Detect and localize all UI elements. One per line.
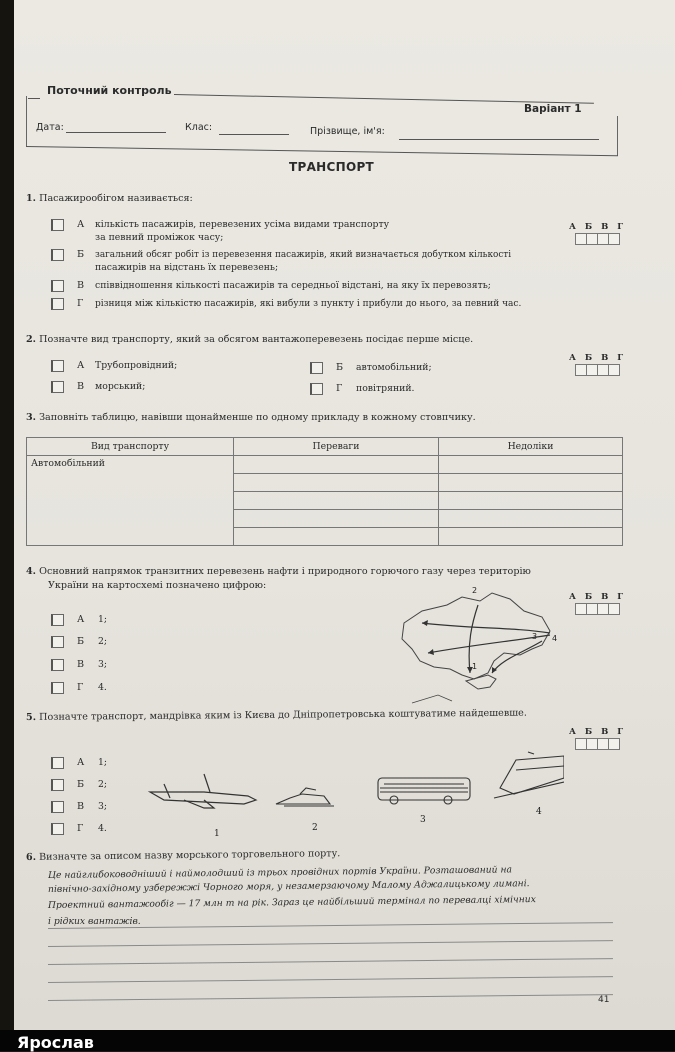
q5-option-c-checkbox[interactable] bbox=[51, 801, 64, 813]
q2-option-a-checkbox[interactable] bbox=[51, 360, 64, 372]
q2-option-b-text: автомобільний; bbox=[356, 362, 432, 373]
table-cell[interactable] bbox=[234, 474, 439, 492]
q1-option-c-letter: В bbox=[77, 280, 85, 291]
q2-option-a-text: Трубопровідний; bbox=[95, 360, 178, 371]
table-row bbox=[27, 456, 623, 474]
header-title: Поточний контроль bbox=[47, 84, 172, 97]
q4-option-a-checkbox[interactable] bbox=[51, 614, 64, 626]
q4-option-c-letter: В bbox=[77, 659, 85, 670]
date-field[interactable] bbox=[66, 132, 166, 133]
crimea-outline bbox=[466, 675, 496, 689]
topic-title: ТРАНСПОРТ bbox=[289, 160, 375, 174]
q4-option-c-checkbox[interactable] bbox=[51, 659, 64, 671]
q6-number: 6. bbox=[25, 851, 37, 863]
table-cell[interactable] bbox=[439, 456, 623, 474]
q1-option-d-checkbox[interactable] bbox=[51, 298, 64, 310]
image-label: 2 bbox=[312, 823, 318, 833]
table-cell-transport: Автомобільний bbox=[27, 456, 234, 546]
table-cell[interactable] bbox=[439, 474, 623, 492]
q4-option-a-text: 1; bbox=[98, 614, 108, 625]
q1-option-b-checkbox[interactable] bbox=[51, 249, 64, 261]
image-label: 1 bbox=[214, 829, 220, 839]
caption-bar bbox=[0, 1030, 675, 1051]
table-cell[interactable] bbox=[234, 456, 439, 474]
caption-text: Ярослав bbox=[17, 1033, 94, 1052]
photo-dark-edge bbox=[0, 0, 14, 1051]
table-header-cell: Недоліки bbox=[439, 438, 623, 456]
ukraine-pipeline-map bbox=[392, 583, 562, 713]
q5-option-a-text: 1; bbox=[98, 757, 108, 768]
q1-answer-letters: А Б В Г bbox=[569, 222, 627, 232]
surname-field[interactable] bbox=[399, 139, 599, 140]
q1-option-d-text: різниця між кількістю пасажирів, які вибули з пункту і прибули до нього, за певний час. bbox=[95, 299, 522, 309]
q2-option-d-checkbox[interactable] bbox=[310, 383, 323, 395]
q2-answer-cell[interactable] bbox=[608, 364, 620, 376]
q1-option-a-text: кількість пасажирів, перевезених усіма видами транспорту bbox=[95, 219, 390, 230]
q1-text: Пасажирообігом називається: bbox=[39, 193, 193, 204]
q4-option-d-text: 4. bbox=[98, 682, 107, 693]
q1-number: 1. bbox=[26, 193, 37, 204]
answer-line[interactable] bbox=[48, 940, 613, 947]
q5-option-b-text: 2; bbox=[98, 779, 108, 790]
q2-answer-grid[interactable] bbox=[569, 353, 626, 376]
q5-option-d-checkbox[interactable] bbox=[51, 823, 64, 835]
table-cell[interactable] bbox=[234, 492, 439, 510]
q1-option-a-letter: А bbox=[77, 219, 85, 230]
q2-option-c-letter: В bbox=[77, 381, 85, 392]
q5-option-c-letter: В bbox=[77, 801, 85, 812]
q5-answer-grid[interactable] bbox=[569, 727, 626, 750]
class-label: Клас: bbox=[185, 122, 213, 133]
q1-answer-cell[interactable] bbox=[608, 233, 620, 245]
q1-option-a-checkbox[interactable] bbox=[51, 219, 64, 231]
surname-label: Прізвище, ім'я: bbox=[310, 126, 385, 137]
worksheet-page bbox=[14, 0, 675, 1030]
table-cell[interactable] bbox=[234, 528, 439, 546]
variant-label: Варіант 1 bbox=[524, 103, 582, 115]
q1-option-b-text2: пасажирів на відстань їх перевезень; bbox=[95, 262, 279, 273]
answer-line[interactable] bbox=[48, 976, 613, 983]
q5-text: Позначте транспорт, мандрівка яким із Києва до Дніпропетровська коштуватиме найдешевше. bbox=[39, 707, 527, 723]
q4-option-d-letter: Г bbox=[77, 682, 84, 693]
coastline bbox=[412, 695, 452, 703]
q5-option-a-letter: А bbox=[77, 757, 85, 768]
map-label: 4 bbox=[552, 634, 558, 643]
header-box-left bbox=[26, 96, 27, 146]
q6-desc-line: Це найглибоководніший і наймолодший із трьох провідних портів України. Розташований на bbox=[47, 864, 513, 881]
table-header-cell: Переваги bbox=[234, 438, 439, 456]
q5-number: 5. bbox=[25, 711, 37, 723]
q4-text: Основний напрямок транзитних перевезень нафти і природного горючого газу через територію bbox=[39, 566, 531, 577]
q5-option-d-text: 4. bbox=[98, 823, 107, 834]
table-header-row bbox=[27, 438, 623, 456]
q6-desc-line: північно-західному узбережжі Чорного моря, у незамерзаючому Малому Аджалицькому лимані. bbox=[47, 878, 530, 895]
table-cell[interactable] bbox=[234, 510, 439, 528]
q2-text: Позначте вид транспорту, який за обсягом вантажоперевезень посідає перше місце. bbox=[39, 334, 474, 345]
q1-option-c-checkbox[interactable] bbox=[51, 280, 64, 292]
q5-option-b-checkbox[interactable] bbox=[51, 779, 64, 791]
q3-table bbox=[26, 437, 623, 546]
map-label: 2 bbox=[472, 586, 478, 595]
train-icon bbox=[494, 752, 564, 798]
q6-desc-line: і рідких вантажів. bbox=[48, 916, 141, 927]
q4-option-c-text: 3; bbox=[98, 659, 108, 670]
q1-answer-grid[interactable] bbox=[569, 222, 626, 245]
q4-answer-cell[interactable] bbox=[608, 603, 620, 615]
q1-option-a-text2: за певний проміжок часу; bbox=[95, 232, 224, 243]
transport-images bbox=[144, 748, 564, 840]
q4-answer-letters: А Б В Г bbox=[569, 592, 627, 602]
q4-number: 4. bbox=[26, 566, 37, 577]
q3-text: Заповніть таблицю, навівши щонайменше по одному прикладу в кожному стовпчику. bbox=[39, 412, 476, 423]
q2-option-b-checkbox[interactable] bbox=[310, 362, 323, 374]
q2-option-c-checkbox[interactable] bbox=[51, 381, 64, 393]
q6-text: Визначте за описом назву морського торговельного порту. bbox=[39, 848, 341, 863]
q4-answer-grid[interactable] bbox=[569, 592, 626, 615]
map-label: 3 bbox=[532, 632, 538, 641]
table-cell[interactable] bbox=[439, 528, 623, 546]
header-box-bottom bbox=[26, 146, 618, 156]
bus-icon bbox=[378, 778, 470, 804]
q2-option-d-text: повітряний. bbox=[356, 383, 415, 394]
q4-option-b-letter: Б bbox=[77, 636, 85, 647]
q6-desc-line: Проектний вантажообіг — 17 млн т на рік. Зараз це найбільший термінал по перевалці хімічних bbox=[47, 894, 536, 911]
q5-option-c-text: 3; bbox=[98, 801, 108, 812]
q4-option-a-letter: А bbox=[77, 614, 85, 625]
q1-option-d-letter: Г bbox=[77, 298, 84, 309]
q2-option-c-text: морський; bbox=[95, 381, 146, 392]
q2-answer-letters: А Б В Г bbox=[569, 353, 627, 363]
image-label: 3 bbox=[420, 815, 426, 825]
header-box-right bbox=[617, 116, 618, 156]
q2-number: 2. bbox=[26, 334, 37, 345]
q1-option-b-text: загальний обсяг робіт із перевезення пасажирів, який визначається добутком кількості bbox=[95, 250, 512, 260]
answer-line[interactable] bbox=[48, 994, 613, 1001]
q2-option-d-letter: Г bbox=[336, 383, 343, 394]
table-cell[interactable] bbox=[439, 492, 623, 510]
q5-option-a-checkbox[interactable] bbox=[51, 757, 64, 769]
airplane-icon bbox=[150, 774, 256, 808]
header-rule-left bbox=[28, 98, 40, 99]
q5-option-d-letter: Г bbox=[77, 823, 84, 834]
q2-option-a-letter: А bbox=[77, 360, 85, 371]
table-cell[interactable] bbox=[439, 510, 623, 528]
q3-number: 3. bbox=[26, 412, 37, 423]
page-number: 41 bbox=[598, 995, 610, 1005]
q5-answer-cell[interactable] bbox=[608, 738, 620, 750]
table-header-cell: Вид транспорту bbox=[27, 438, 234, 456]
q2-option-b-letter: Б bbox=[336, 362, 344, 373]
boat-icon bbox=[276, 788, 334, 806]
q1-option-c-text: співвідношення кількості пасажирів та середньої відстані, на яку їх перевозять; bbox=[95, 280, 491, 291]
route-arrow bbox=[422, 623, 550, 633]
q4-option-b-text: 2; bbox=[98, 636, 108, 647]
q1-option-b-letter: Б bbox=[77, 249, 85, 260]
q5-answer-letters: А Б В Г bbox=[569, 727, 627, 737]
answer-line[interactable] bbox=[48, 958, 613, 965]
q4-option-b-checkbox[interactable] bbox=[51, 636, 64, 648]
map-label: 1 bbox=[472, 662, 478, 671]
q5-option-b-letter: Б bbox=[77, 779, 85, 790]
q4-text2: України на картосхемі позначено цифрою: bbox=[48, 580, 267, 591]
class-field[interactable] bbox=[219, 134, 289, 135]
date-label: Дата: bbox=[36, 122, 64, 133]
image-label: 4 bbox=[536, 807, 542, 817]
q4-option-d-checkbox[interactable] bbox=[51, 682, 64, 694]
